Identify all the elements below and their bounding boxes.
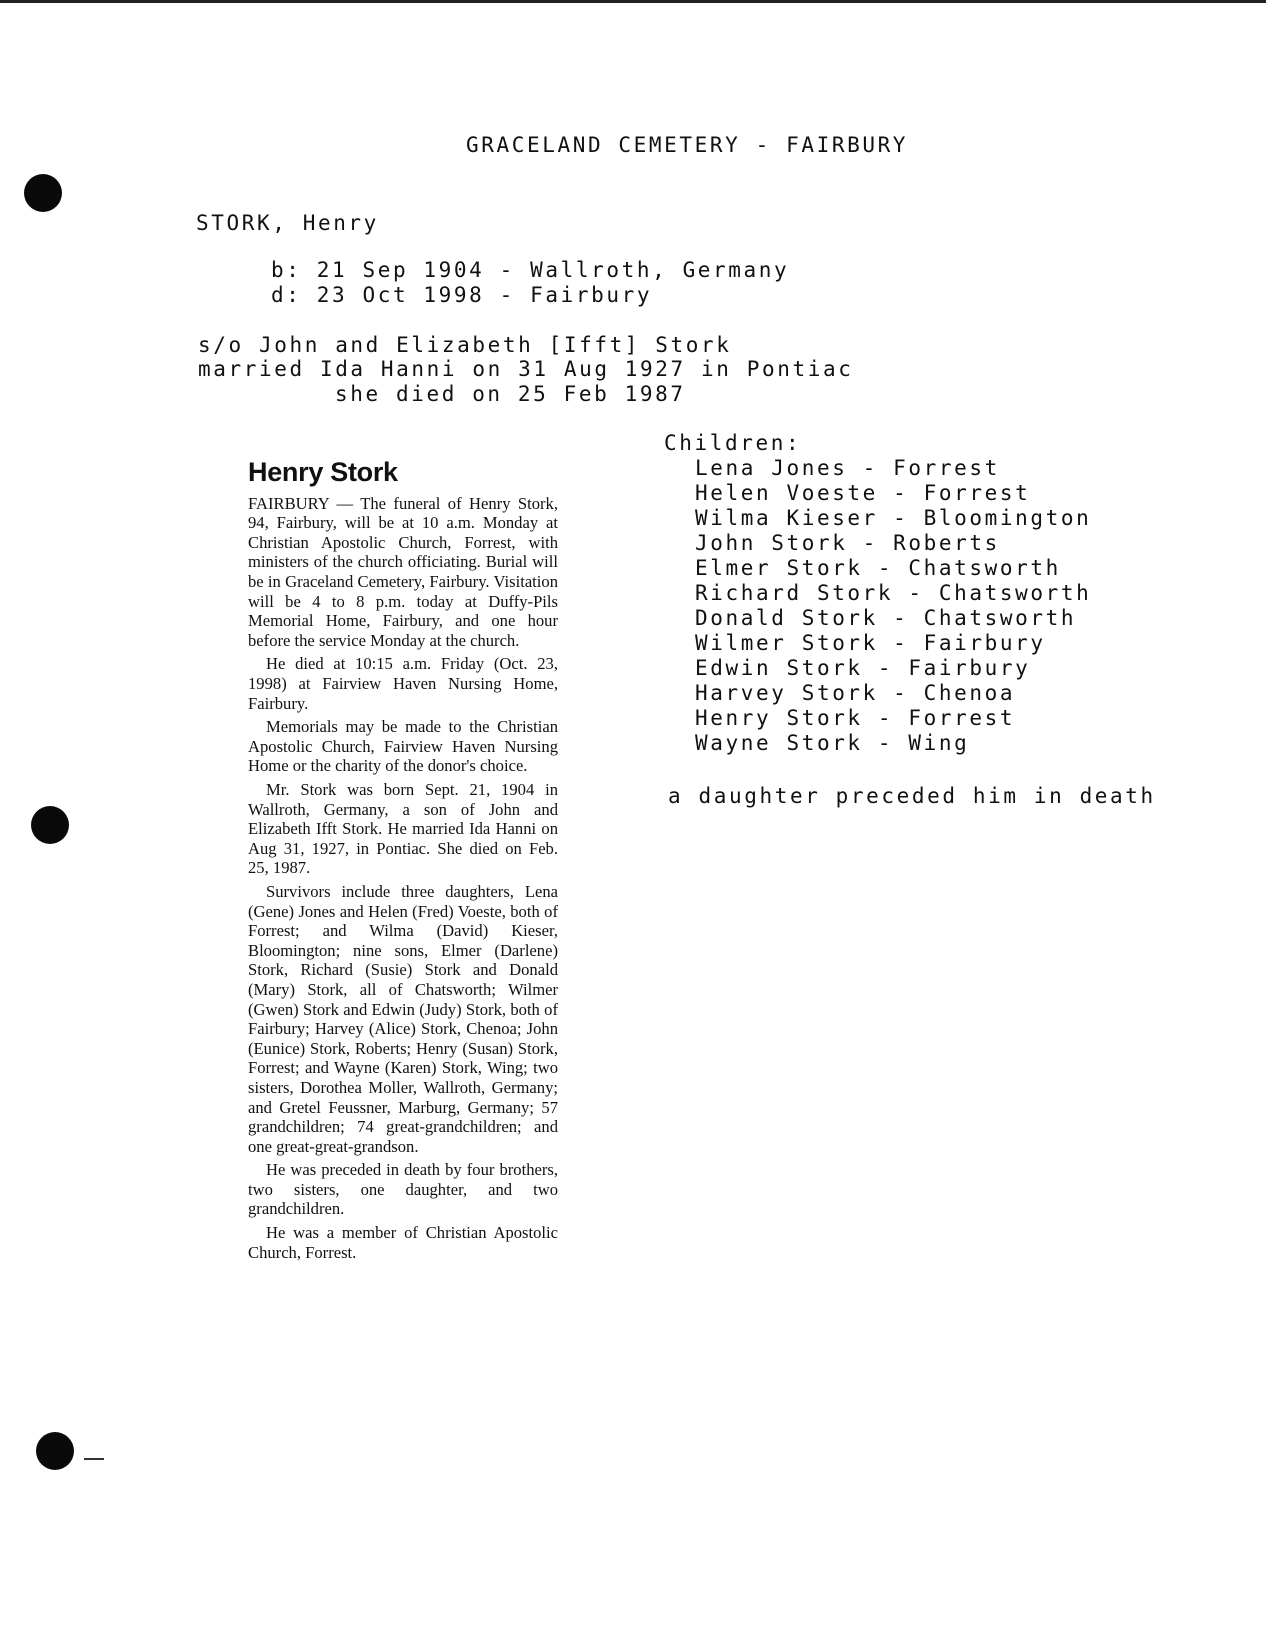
child-item: Lena Jones - Forrest xyxy=(695,456,1000,480)
obituary-paragraph: Survivors include three daughters, Lena (Gene) Jones and Helen (Fred) Voeste, both of Forrest; and Wilma (David) Kieser, Bloomington; nine sons, Elmer (Darlene) Stork, Richard (Susie) Stork and Donald (Mary) Stork, all of Chatsworth; Wilmer (Gwen) Stork and Edwin (Judy) Stork, both of Fairbury; Harvey (Alice) Stork, Chenoa; John (Eunice) Stork, Roberts; Henry (Susan) Stork, Forrest; and Wayne (Karen) Stork, Wing; two sisters, Dorothea Moller, Wallroth, Germany; and Gretel Feussner, Marburg, Germany; 57 grandchildren; 74 great-grandchildren; and one great-great-grandson. xyxy=(248,881,558,1156)
newspaper-clipping xyxy=(248,458,558,1458)
parents-line: s/o John and Elizabeth [Ifft] Stork xyxy=(198,333,732,357)
child-item: Helen Voeste - Forrest xyxy=(695,481,1031,505)
scan-top-border xyxy=(0,0,1266,3)
child-item: Donald Stork - Chatsworth xyxy=(695,606,1077,630)
obituary-headline: Henry Stork xyxy=(248,457,398,487)
child-item: Wayne Stork - Wing xyxy=(695,731,970,755)
child-item: Harvey Stork - Chenoa xyxy=(695,681,1016,705)
child-item: John Stork - Roberts xyxy=(695,531,1000,555)
obituary-paragraph: He was preceded in death by four brothers, two sisters, one daughter, and two grandchildren. xyxy=(248,1160,558,1219)
page-title: GRACELAND CEMETERY - FAIRBURY xyxy=(466,133,909,157)
death-line: d: 23 Oct 1998 - Fairbury xyxy=(271,283,653,307)
children-label: Children: xyxy=(664,431,802,455)
punch-hole-top xyxy=(24,174,62,212)
punch-hole-bottom xyxy=(36,1432,74,1470)
child-item: Henry Stork - Forrest xyxy=(695,706,1016,730)
obituary-paragraph: He was a member of Christian Apostolic Church, Forrest. xyxy=(248,1223,558,1262)
punch-hole-middle xyxy=(31,806,69,844)
stray-mark xyxy=(84,1458,104,1460)
spouse-death-line: she died on 25 Feb 1987 xyxy=(335,382,686,406)
birth-line: b: 21 Sep 1904 - Wallroth, Germany xyxy=(271,258,790,282)
marriage-line: married Ida Hanni on 31 Aug 1927 in Pontiac xyxy=(198,357,854,381)
obituary-paragraph: Memorials may be made to the Christian Apostolic Church, Fairview Haven Nursing Home or the charity of the donor's choice. xyxy=(248,717,558,776)
obituary-paragraph: Mr. Stork was born Sept. 21, 1904 in Wallroth, Germany, a son of John and Elizabeth Ifft Stork. He married Ida Hanni on Aug 31, 1927, in Pontiac. She died on Feb. 25, 1987. xyxy=(248,780,558,878)
child-item: Wilma Kieser - Bloomington xyxy=(695,506,1092,530)
children-note: a daughter preceded him in death xyxy=(668,784,1156,808)
children-list xyxy=(695,458,1091,758)
child-item: Edwin Stork - Fairbury xyxy=(695,656,1031,680)
obituary-paragraph: He died at 10:15 a.m. Friday (Oct. 23, 1998) at Fairview Haven Nursing Home, Fairbury. xyxy=(248,654,558,713)
child-item: Richard Stork - Chatsworth xyxy=(695,581,1092,605)
obituary-paragraph: FAIRBURY — The funeral of Henry Stork, 94, Fairbury, will be at 10 a.m. Monday at Christian Apostolic Church, Forrest, with ministers of the church officiating. Burial will be in Graceland Cemetery, Fairbury. Visitation will be 4 to 8 p.m. today at Duffy-Pils Memorial Home, Fairbury, and one hour before the service Monday at the church. xyxy=(248,493,558,650)
child-item: Elmer Stork - Chatsworth xyxy=(695,556,1061,580)
child-item: Wilmer Stork - Fairbury xyxy=(695,631,1046,655)
record-name: STORK, Henry xyxy=(196,211,379,235)
